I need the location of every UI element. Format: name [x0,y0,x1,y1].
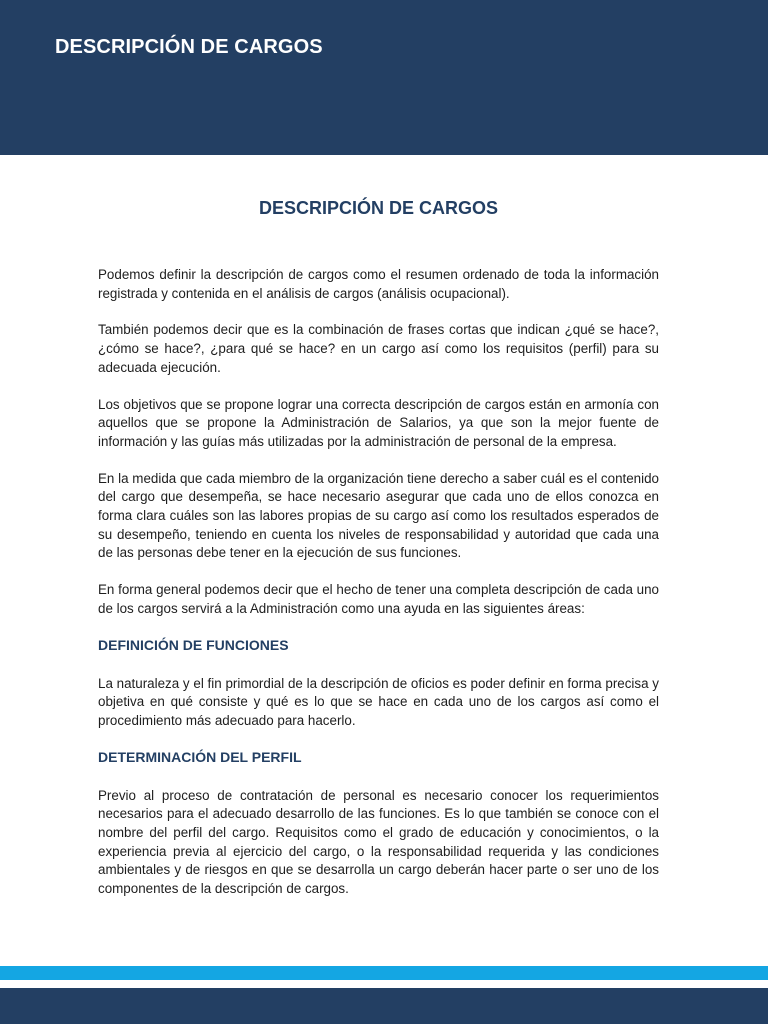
document-title: DESCRIPCIÓN DE CARGOS [258,198,499,218]
paragraph-organization: En la medida que cada miembro de la organización tiene derecho a saber cuál es el contenido del cargo que desempeña, se hace necesario asegurar que cada uno de ellos conozca en forma clara cuáles son las labores propias de su cargo así como los resultados esperados de su desempeño, teniendo en cuenta los niveles de responsabilidad y autoridad que cada una de las personas debe tener en la ejecución de sus funciones. [98,470,659,561]
paragraph-areas: En forma general podemos decir que el hecho de tener una completa descripción de cada uno de los cargos servirá a la Administración como una ayuda en las siguientes áreas: [98,582,659,616]
section-text-profile: Previo al proceso de contratación de personal es necesario conocer los requerimientos necesarios para el adecuado desarrollo de las funciones. Es lo que también se conoce con el nombre del perfil del cargo. Requisitos como el grado de educación y conocimientos, o la experiencia previa al ejercicio del cargo, o la responsabilidad requerida y las condiciones ambientales y de riesgos en que se desarrolla un cargo deberán hacer parte o ser uno de los componentes de la descripción de cargos. [98,787,659,897]
header-band [0,0,768,155]
paragraph-objectives: Los objetivos que se propone lograr una correcta descripción de cargos están en armonía con aquellos que se propone la Administración de Salarios, ya que son la mejor fuente de información y las guías más utilizadas por la administración de personal de la empresa. [98,396,659,449]
footer-accent-stripe [0,966,768,980]
section-heading-functions: DEFINICIÓN DE FUNCIONES [98,636,289,653]
paragraph-definition: Podemos definir la descripción de cargos como el resumen ordenado de toda la información registrada y contenida en el análisis de cargos (análisis ocupacional). [98,267,659,301]
document-body [98,198,659,917]
section-heading-profile: DETERMINACIÓN DEL PERFIL [98,748,302,765]
paragraph-combination: También podemos decir que es la combinación de frases cortas que indican ¿qué se hace?, ¿cómo se hace?, ¿para qué se hace? en un cargo así como los requisitos (perfil) para su adecuada ejecución. [98,322,659,375]
section-text-functions: La naturaleza y el fin primordial de la descripción de oficios es poder definir en forma precisa y objetiva en qué consiste y qué es lo que se hace en cada uno de los cargos así como el procedimiento más adecuado para hacerlo. [98,675,659,728]
header-title: DESCRIPCIÓN DE CARGOS [55,36,323,58]
footer-band [0,988,768,1024]
